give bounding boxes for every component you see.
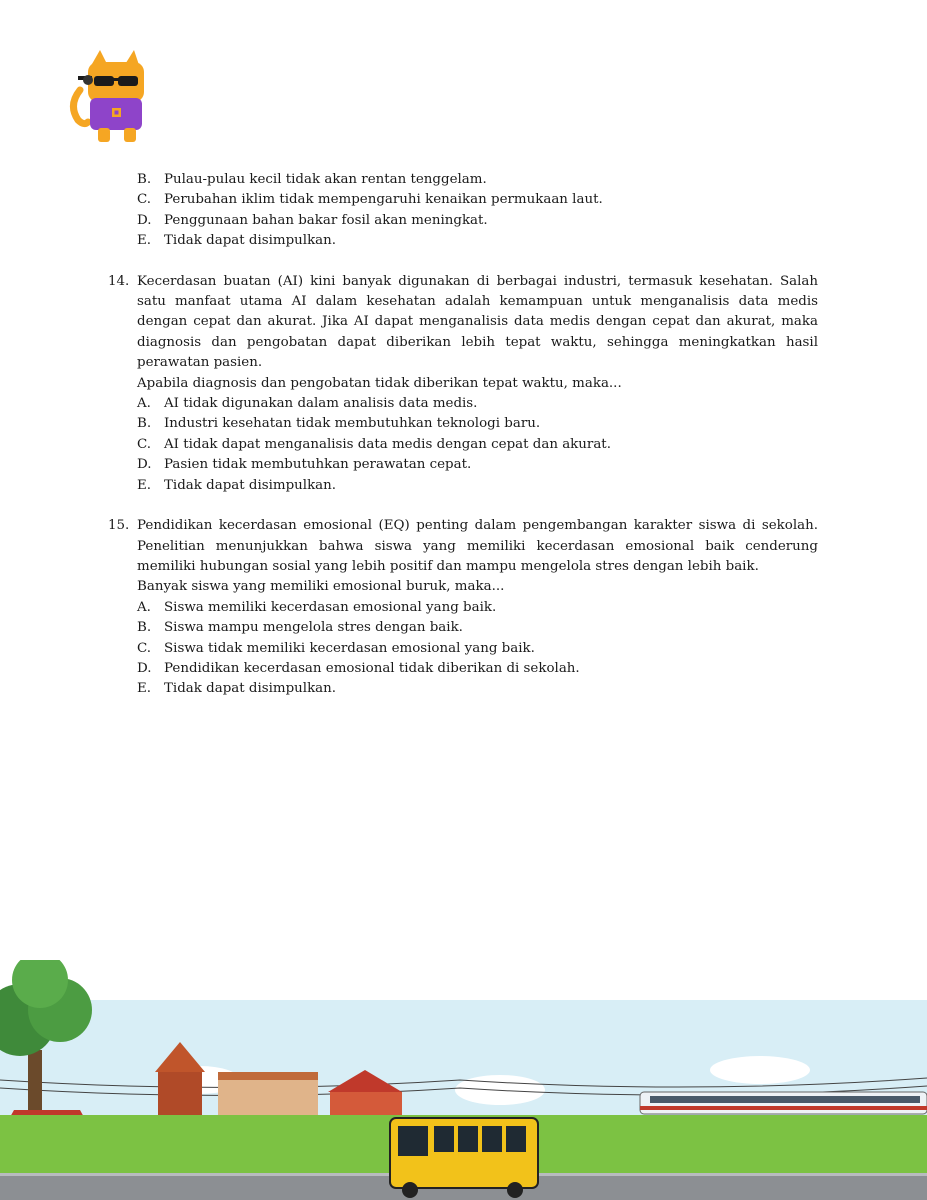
footer-city-scene bbox=[0, 960, 927, 1200]
option-text: Industri kesehatan tidak membutuhkan teknologi baru. bbox=[164, 416, 541, 432]
option-letter: C. bbox=[137, 192, 152, 208]
question-number: 14. bbox=[108, 273, 130, 289]
option-row bbox=[137, 455, 818, 475]
train-icon bbox=[640, 1092, 927, 1114]
option-letter: D. bbox=[137, 212, 152, 228]
option-text: Pulau-pulau kecil tidak akan rentan tenggelam. bbox=[164, 172, 487, 187]
option-row bbox=[137, 679, 818, 699]
question-paragraph: Kecerdasan buatan (AI) kini banyak digunakan di berbagai industri, termasuk kesehatan. Salah satu manfaat utama AI dalam kesehatan adalah kemampuan untuk menganalisis data medis dengan cepat dan akurat. Jika AI dapat menganalisis data medis dengan cepat dan akurat, maka diagnosis dan pengobatan dapat diberikan lebih tepat waktu, sehingga meningkatkan hasil perawatan pasien. bbox=[137, 273, 818, 371]
option-row bbox=[137, 639, 818, 659]
question-15 bbox=[108, 516, 818, 700]
question-number: 15. bbox=[108, 518, 130, 534]
option-text: Pendidikan kecerdasan emosional tidak diberikan di sekolah. bbox=[164, 660, 580, 676]
question-options bbox=[137, 394, 818, 496]
option-text: AI tidak dapat menganalisis data medis dengan cepat dan akurat. bbox=[164, 436, 611, 452]
option-text: Penggunaan bahan bakar fosil akan meningkat. bbox=[164, 212, 488, 228]
option-row bbox=[137, 659, 818, 679]
option-row bbox=[137, 435, 818, 455]
option-row bbox=[137, 414, 818, 434]
question-paragraph: Pendidikan kecerdasan emosional (EQ) penting dalam pengembangan karakter siswa di sekolah. Penelitian menunjukkan bahwa siswa yang memiliki kecerdasan emosional baik cenderung memiliki hubungan sosial yang lebih positif dan mampu mengelola stres dengan lebih baik. bbox=[137, 518, 818, 574]
cat-mascot-logo bbox=[66, 50, 156, 145]
option-text: Perubahan iklim tidak mempengaruhi kenaikan permukaan laut. bbox=[164, 192, 603, 208]
question-prompt: Apabila diagnosis dan pengobatan tidak diberikan tepat waktu, maka... bbox=[137, 375, 622, 391]
bus-icon bbox=[390, 1118, 538, 1198]
option-letter: E. bbox=[137, 681, 152, 697]
option-text: Siswa mampu mengelola stres dengan baik. bbox=[164, 620, 463, 636]
option-text: Tidak dapat disimpulkan. bbox=[164, 477, 337, 493]
option-letter: C. bbox=[137, 640, 152, 656]
option-row bbox=[137, 211, 818, 231]
option-letter: B. bbox=[137, 416, 152, 432]
option-letter: E. bbox=[137, 477, 152, 493]
option-row bbox=[137, 190, 818, 210]
option-text: Pasien tidak membutuhkan perawatan cepat. bbox=[164, 457, 472, 473]
question-prompt: Banyak siswa yang memiliki emosional buruk, maka... bbox=[137, 579, 505, 595]
option-letter: A. bbox=[137, 599, 151, 615]
option-text: Siswa memiliki kecerdasan emosional yang baik. bbox=[164, 599, 497, 615]
option-letter: C. bbox=[137, 436, 152, 452]
option-letter: B. bbox=[137, 620, 152, 636]
option-letter: D. bbox=[137, 457, 152, 473]
option-letter: B. bbox=[137, 172, 152, 187]
option-letter: E. bbox=[137, 233, 152, 249]
question-14 bbox=[108, 272, 818, 496]
option-row bbox=[137, 231, 818, 251]
option-row bbox=[137, 618, 818, 638]
option-row bbox=[137, 394, 818, 414]
option-row bbox=[137, 476, 818, 496]
option-text: Tidak dapat disimpulkan. bbox=[164, 681, 337, 697]
question-content bbox=[108, 170, 818, 700]
option-letter: D. bbox=[137, 660, 152, 676]
prev-question-options bbox=[108, 170, 818, 252]
option-text: AI tidak digunakan dalam analisis data medis. bbox=[164, 396, 478, 412]
option-text: Siswa tidak memiliki kecerdasan emosional yang baik. bbox=[164, 640, 535, 656]
option-row bbox=[137, 598, 818, 618]
option-text: Tidak dapat disimpulkan. bbox=[164, 233, 337, 249]
option-row bbox=[137, 170, 818, 190]
option-letter: A. bbox=[137, 396, 151, 412]
question-options bbox=[137, 598, 818, 700]
